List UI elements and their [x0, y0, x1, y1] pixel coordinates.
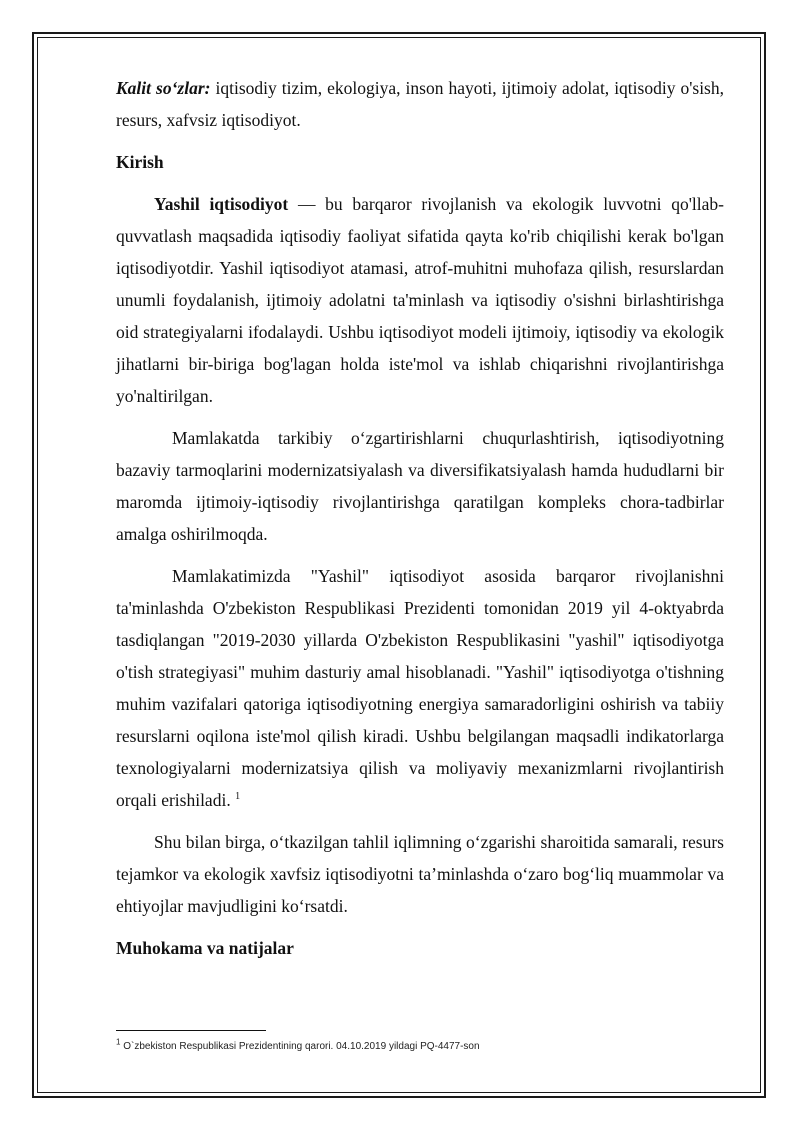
- green-economy-text: — bu barqaror rivojlanish va ekologik luvvotni qo'llab-quvvatlash maqsadida iqtisodiy faoliyat sifatida qayta ko'rib chiqilishi kerak bo'lgan iqtisodiyotdir. Yashil iqtisodiyot atamasi, atrof-muhitni muhofaza qilish, resurslardan unumli foydalanish, ijtimoiy adolatni ta'minlash va iqtisodiy o'sishni birlashtirishga oid strategiyalarni ifodalaydi. Ushbu iqtisodiyot modeli ijtimoiy, iqtisodiy va ekologik jihatlarni bir-biriga bog'lagan holda iste'mol va ishlab chiqarishni rivojlantirishga yo'naltirilgan.: [116, 194, 724, 406]
- paragraph-strategy: [116, 560, 724, 816]
- strategy-text: Mamlakatimizda "Yashil" iqtisodiyot asosida barqaror rivojlanishni ta'minlashda O'zbekiston Respublikasi Prezidenti tomonidan 2019 yil 4-oktyabrda tasdiqlangan "2019-2030 yillarda O'zbekiston Respublikasini "yashil" iqtisodiyotga o'tish strategiyasi" muhim dasturiy amal hisoblanadi. "Yashil" iqtisodiyotga o'tishning muhim vazifalari qatoriga iqtisodiyotning energiya samaradorligini oshirish va tabiiy resurslarni oqilona iste'mol qilish kiradi. Ushbu belgilangan maqsadli indikatorlarga texnologiyalarni modernizatsiya qilish va moliyaviy mexanizmlarni rivojlantirish orqali erishiladi.: [116, 566, 724, 810]
- intro-heading: Kirish: [116, 152, 164, 172]
- footnote-text: O`zbekiston Respublikasi Prezidentining qarori. 04.10.2019 yildagi PQ-4477-son: [120, 1041, 480, 1052]
- green-economy-term: Yashil iqtisodiyot: [154, 194, 289, 214]
- paragraph-reforms: Mamlakatda tarkibiy o‘zgartirishlarni chuqurlashtirish, iqtisodiyotning bazaviy tarmoqlarini modernizatsiyalash va diversifikatsiyalash hamda hududlarni bir maromda ijtimoiy-iqtisodiy rivojlantirishga qaratilgan kompleks chora-tadbirlar amalga oshirilmoqda.: [116, 428, 724, 544]
- document-body: [116, 72, 724, 974]
- keywords-text: iqtisodiy tizim, ekologiya, inson hayoti, ijtimoiy adolat, iqtisodiy o'sish, resurs, xafvsiz iqtisodiyot.: [116, 78, 724, 130]
- keywords-paragraph: [116, 72, 724, 136]
- keywords-label: Kalit so‘zlar:: [116, 78, 211, 98]
- paragraph-analysis: Shu bilan birga, o‘tkazilgan tahlil iqlimning o‘zgarishi sharoitida samarali, resurs tejamkor va ekologik xavfsiz iqtisodiyotni ta’minlashda o‘zaro bog‘liq muammolar va ehtiyojlar mavjudligini ko‘rsatdi.: [116, 832, 724, 916]
- footnote-separator: [116, 1030, 266, 1031]
- footnote-number: 1: [116, 1037, 121, 1047]
- discussion-heading: Muhokama va natijalar: [116, 938, 294, 958]
- paragraph-green-economy: [116, 188, 724, 412]
- footnote: [116, 1037, 724, 1054]
- footnote-reference[interactable]: 1: [235, 791, 241, 803]
